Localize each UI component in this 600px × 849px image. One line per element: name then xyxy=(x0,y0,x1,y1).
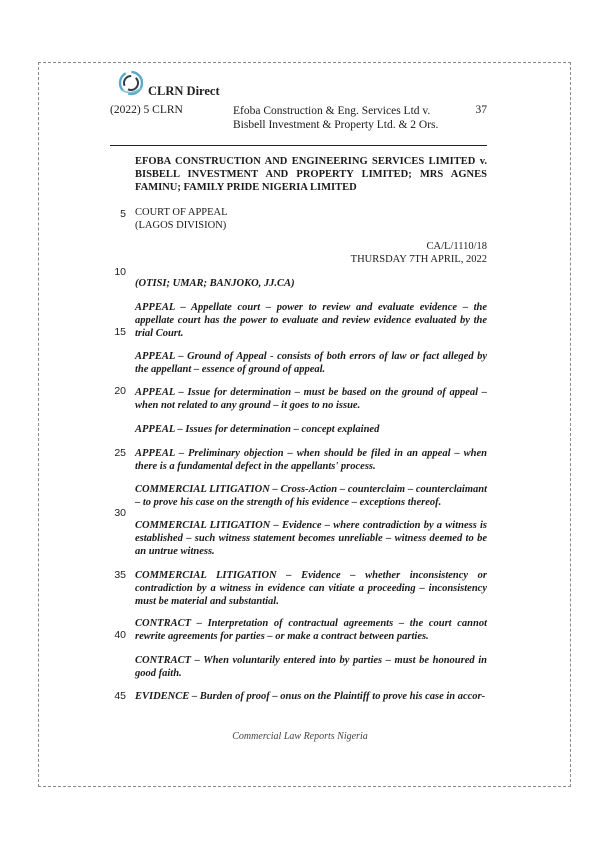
clrn-swirl-logo-icon xyxy=(116,68,146,98)
line-number: 10 xyxy=(114,266,126,278)
footer-publication: Commercial Law Reports Nigeria xyxy=(232,731,368,742)
court-line1: COURT OF APPEAL xyxy=(135,207,228,218)
brand-name: CLRN Direct xyxy=(148,84,220,98)
catchword: COMMERCIAL LITIGATION – Evidence – whether inconsistency or contradiction by a witness in evidence can vitiate a proceeding – inconsistency must be material and substantial. xyxy=(135,570,487,608)
catchword: EVIDENCE – Burden of proof – onus on the Plaintiff to prove his case in accor- xyxy=(135,691,486,702)
catchword: COMMERCIAL LITIGATION – Cross-Action – counterclaim – counterclaimant – to prove his case on the strength of his evidence – exceptions thereof. xyxy=(135,484,487,509)
case-title-line1: Efoba Construction & Eng. Services Ltd v. xyxy=(233,105,431,117)
line-number: 30 xyxy=(114,507,126,519)
justices: (OTISI; UMAR; BANJOKO, JJ.CA) xyxy=(135,278,295,289)
catchword: APPEAL – Appellate court – power to review and evaluate evidence – the appellate court has the power to evaluate and review evidence evaluated by the trial Court. xyxy=(135,302,487,340)
case-details xyxy=(135,240,487,266)
judgment-date: THURSDAY 7TH APRIL, 2022 xyxy=(350,254,487,266)
catchword: COMMERCIAL LITIGATION – Evidence – where contradiction by a witness is established – such witness statement becomes unreliable – witness deemed to be an untrue witness. xyxy=(135,520,487,558)
line-number: 15 xyxy=(114,326,126,338)
citation: (2022) 5 CLRN xyxy=(110,104,183,116)
page-number: 37 xyxy=(475,104,487,116)
catchword: APPEAL – Ground of Appeal - consists of both errors of law or fact alleged by the appellant – essence of ground of appeal. xyxy=(135,351,487,376)
header-rule xyxy=(110,145,487,146)
catchword: APPEAL – Issue for determination – must be based on the ground of appeal – when not related to any ground – it goes to no issue. xyxy=(135,387,487,412)
catchword: CONTRACT – When voluntarily entered into by parties – must be honoured in good faith. xyxy=(135,655,487,680)
case-number: CA/L/1110/18 xyxy=(426,241,487,252)
court-name xyxy=(135,206,487,232)
case-title-line2: Bisbell Investment & Property Ltd. & 2 Ors. xyxy=(233,119,439,131)
court-line2: (LAGOS DIVISION) xyxy=(135,220,227,232)
running-case-title xyxy=(233,104,438,132)
line-number: 35 xyxy=(114,569,126,581)
line-number: 25 xyxy=(114,447,126,459)
catchword: APPEAL – Preliminary objection – when should be filed in an appeal – when there is a fundamental defect in the appellants' process. xyxy=(135,448,487,473)
case-parties: EFOBA CONSTRUCTION AND ENGINEERING SERVICES LIMITED v. BISBELL INVESTMENT AND PROPERTY LIMITED; MRS AGNES FAMINU; FAMILY PRIDE NIGERIA LIMITED xyxy=(135,156,487,194)
line-number: 20 xyxy=(114,385,126,397)
catchword: CONTRACT – Interpretation of contractual agreements – the court cannot rewrite agreements for parties – or make a contract between parties. xyxy=(135,618,487,643)
line-number: 40 xyxy=(114,629,126,641)
catchword: APPEAL – Issues for determination – concept explained xyxy=(135,424,380,435)
line-number: 5 xyxy=(120,208,126,220)
line-number: 45 xyxy=(114,690,126,702)
